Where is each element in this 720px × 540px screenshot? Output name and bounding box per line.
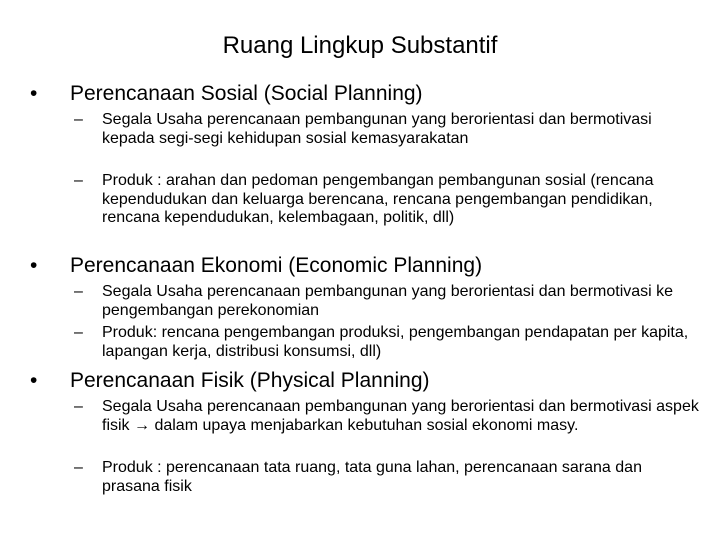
dash-icon: – [74, 172, 83, 189]
dash-icon: – [74, 324, 83, 341]
sub-bullet-item [74, 398, 704, 435]
slide-title: Ruang Lingkup Substantif [222, 32, 498, 59]
sub-bullet-item [74, 459, 704, 496]
bullet-icon: • [30, 369, 38, 392]
dash-icon: – [74, 111, 83, 128]
dash-icon: – [74, 283, 83, 300]
sub-bullet-text: Segala Usaha perencanaan pembangunan yang berorientasi dan bermotivasi ke pengembangan perekonomian [102, 283, 674, 319]
section-heading-text: Perencanaan Ekonomi (Economic Planning) [70, 254, 483, 277]
section-heading-text: Perencanaan Sosial (Social Planning) [70, 82, 423, 105]
section-heading-text: Perencanaan Fisik (Physical Planning) [70, 369, 430, 392]
sub-bullet-text: Produk: rencana pengembangan produksi, pengembangan pendapatan per kapita, lapangan kerja, distribusi konsumsi, dll) [102, 324, 689, 360]
sub-bullet-text: Segala Usaha perencanaan pembangunan yang berorientasi dan bermotivasi kepada segi-segi kehidupan sosial kemasyarakatan [102, 111, 652, 147]
bullet-icon: • [30, 254, 38, 277]
sub-bullet-item [74, 324, 704, 361]
dash-icon: – [74, 398, 83, 415]
bullet-icon: • [30, 82, 38, 105]
sub-bullet-text: Produk : perencanaan tata ruang, tata guna lahan, perencanaan sarana dan prasana fisik [102, 459, 642, 495]
sub-bullet-item [74, 111, 704, 148]
sub-bullet-item [74, 172, 704, 228]
sub-bullet-text: Produk : arahan dan pedoman pengembangan pembangunan sosial (rencana kependudukan dan keluarga berencana, rencana pengembangan pendidikan, rencana kependudukan, kelembagaan, politik, dll) [102, 172, 654, 226]
dash-icon: – [74, 459, 83, 476]
sub-bullet-item [74, 283, 704, 320]
sub-bullet-text: Segala Usaha perencanaan pembangunan yang berorientasi dan bermotivasi aspek fisik → dalam upaya menjabarkan kebutuhan sosial ekonomi masy. [102, 398, 699, 434]
